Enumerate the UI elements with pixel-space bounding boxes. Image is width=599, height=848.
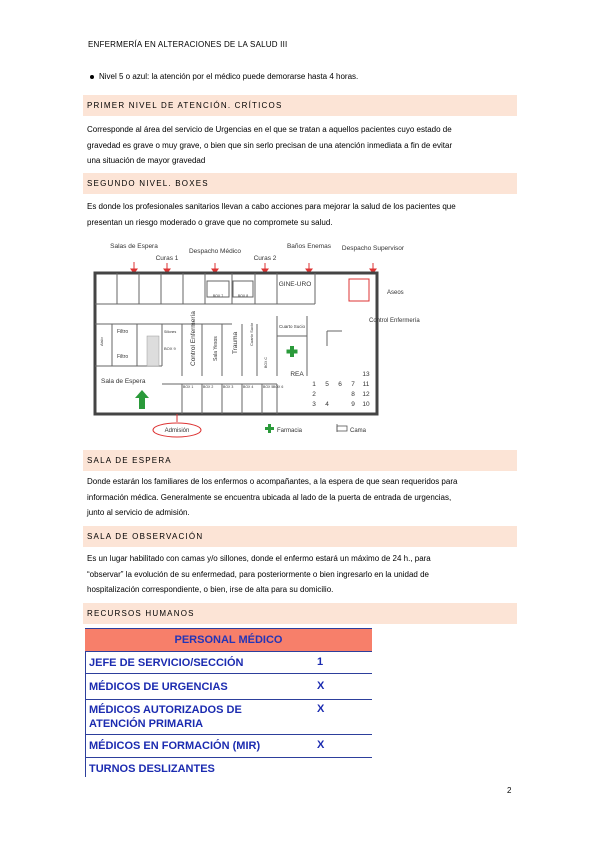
label-aseos: Aseos xyxy=(387,290,404,296)
table-row: MÉDICOS AUTORIZADOS DE ATENCIÓN PRIMARIA X xyxy=(85,700,372,735)
paragraph-sala-espera: Donde estarán los familiares de los enfermos o acompañantes, a la espera de que sean requeridos para información médica. Generalmente se encuentra ubicada al lado de la puerta de entrada de urgencias, junto al servicio de admisión. xyxy=(87,477,458,517)
legend-cama-label: Cama xyxy=(350,428,367,434)
label-curas-1: Curas 1 xyxy=(155,255,179,262)
paragraph-sala-observacion: Es un lugar habilitado con camas y/o sillones, donde el enfermo estará un máximo de 24 h., para “observar” la evolución de su enfermedad, para posteriormente o bien ingresarlo en la unidad de hospitalización correspondiente, o bien, irse de alta para su domicilio. xyxy=(87,554,431,594)
label-trauma: Trauma xyxy=(232,331,239,354)
emergency-floor-plan xyxy=(87,236,420,440)
svg-text:BOX 3: BOX 3 xyxy=(223,385,234,389)
svg-text:5: 5 xyxy=(325,381,329,388)
label-box7: BOX 7 xyxy=(212,294,224,298)
section-heading-segundo-nivel: SEGUNDO NIVEL. BOXES xyxy=(83,173,517,194)
legend-farmacia-icon xyxy=(265,424,274,433)
svg-text:BOX 5: BOX 5 xyxy=(263,385,274,389)
label-banos-enemas: Baños Enemas xyxy=(286,243,332,250)
svg-text:12: 12 xyxy=(362,391,370,398)
label-cuarto-sucio: Cuarto Sucio xyxy=(278,324,306,329)
paragraph-segundo-nivel: Es donde los profesionales sanitarios llevan a cabo acciones para mejorar la salud de los pacientes que presentan un riesgo moderado o grave que no compromete su salud. xyxy=(87,202,456,227)
label-admision: Admisión xyxy=(164,428,190,434)
paragraph-primer-nivel: Corresponde al área del servicio de Urgencias en el que se tratan a aquellos pacientes cuyo estado de gravedad es grave o muy grave, o bien que sin serlo precisan de una atención inmediata a fin de evitar una situación de mayor gravedad xyxy=(87,125,453,165)
label-sala-yesos: Sala Yesos xyxy=(213,336,219,361)
bullet-text: Nivel 5 o azul: la atención por el médico puede demorarse hasta 4 horas. xyxy=(99,72,359,81)
svg-text:6: 6 xyxy=(338,381,342,388)
legend-cama-icon xyxy=(337,424,347,432)
svg-text:10: 10 xyxy=(362,401,370,408)
label-box8: BOX 8 xyxy=(237,294,249,298)
svg-text:7: 7 xyxy=(351,381,355,388)
legend-farmacia-label: Farmacia xyxy=(277,428,303,434)
bullet-dot xyxy=(90,75,94,79)
label-rea: REA xyxy=(290,371,304,378)
table-header: PERSONAL MÉDICO xyxy=(85,628,372,652)
svg-text:2: 2 xyxy=(312,391,316,398)
label-sala-de-espera: Sala de Espera xyxy=(101,378,146,385)
svg-text:BOX 6: BOX 6 xyxy=(273,385,284,389)
label-curas-2: Curas 2 xyxy=(253,255,277,262)
svg-text:8: 8 xyxy=(351,391,355,398)
svg-text:13: 13 xyxy=(362,371,370,378)
label-cuarto-sucio-vertical: Cuarto Sucio xyxy=(249,322,254,346)
svg-text:1: 1 xyxy=(312,381,316,388)
svg-text:9: 9 xyxy=(351,401,355,408)
svg-text:3: 3 xyxy=(312,401,316,408)
label-despacho-supervisor: Despacho Supervisor xyxy=(341,245,405,252)
table-row: TURNOS DESLIZANTES xyxy=(85,758,372,777)
label-box-c: BOX C xyxy=(264,357,268,368)
svg-text:4: 4 xyxy=(325,401,329,408)
personal-medico-table xyxy=(85,628,372,777)
table-row: MÉDICOS EN FORMACIÓN (MIR) X xyxy=(85,735,372,758)
table-row: MÉDICOS DE URGENCIAS X xyxy=(85,674,372,700)
label-aislo: Aislo xyxy=(99,337,104,346)
label-despacho-medico: Despacho Médico xyxy=(188,248,242,255)
label-control-enfermeria-2: Control Enfermería xyxy=(369,318,420,324)
bullet-item xyxy=(90,72,358,81)
svg-text:BOX 4: BOX 4 xyxy=(243,385,254,389)
svg-text:BOX 2: BOX 2 xyxy=(203,385,214,389)
section-heading-recursos-humanos: RECURSOS HUMANOS xyxy=(83,603,517,624)
page-number: 2 xyxy=(507,786,512,795)
section-heading-sala-espera: SALA DE ESPERA xyxy=(83,450,517,471)
label-filtro-2: Filtro xyxy=(117,354,129,360)
label-box9: BOX 9 xyxy=(164,346,176,351)
label-salas-espera: Salas de Espera xyxy=(110,243,158,250)
section-heading-sala-observacion: SALA DE OBSERVACIÓN xyxy=(83,526,517,547)
section-heading-primer-nivel: PRIMER NIVEL DE ATENCIÓN. CRÍTICOS xyxy=(83,95,517,116)
label-filtro-1: Filtro xyxy=(117,329,129,335)
running-header: ENFERMERÍA EN ALTERACIONES DE LA SALUD III xyxy=(88,40,288,49)
label-control-enfermeria-1: Control Enfermería xyxy=(190,311,197,366)
svg-text:11: 11 xyxy=(362,381,370,388)
top-arrows xyxy=(131,262,376,273)
label-sillones: Sillones xyxy=(164,330,177,334)
table-row: JEFE DE SERVICIO/SECCIÓN 1 xyxy=(85,652,372,674)
label-gineuro: GINE-URO xyxy=(278,281,312,288)
svg-text:BOX 1: BOX 1 xyxy=(183,385,194,389)
